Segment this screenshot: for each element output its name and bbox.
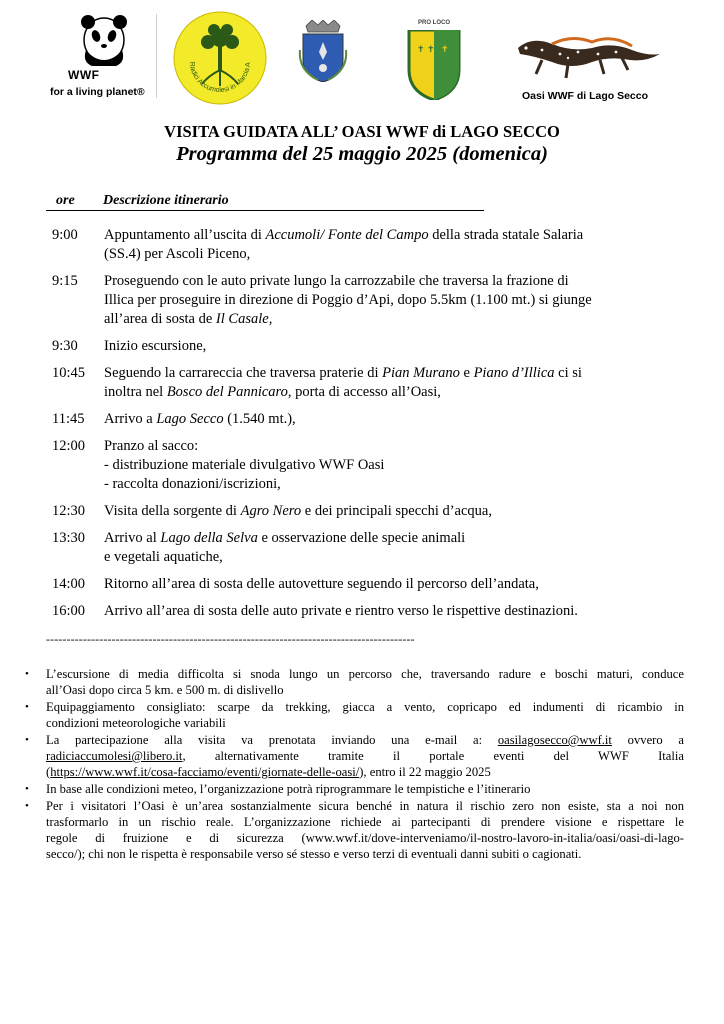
crest-icon — [298, 20, 348, 82]
description-line — [104, 291, 674, 310]
schedule-description — [104, 502, 674, 521]
text-run: Arrivo all’area di sosta delle auto private e rientro verso le rispettive destinazioni. — [104, 603, 578, 619]
description-line — [104, 245, 674, 264]
text-run: ovvero a — [611, 733, 684, 747]
note-line — [46, 699, 684, 715]
place-name: Il Casale — [215, 311, 269, 327]
bullet-icon: • — [25, 783, 29, 795]
text-run: e vegetali aquatiche, — [104, 549, 223, 565]
schedule-time: 11:45 — [52, 411, 85, 427]
description-line — [104, 502, 674, 521]
schedule-row — [0, 337, 724, 356]
schedule-description — [104, 437, 674, 494]
place-name: Bosco del Pannicaro — [166, 384, 288, 400]
separator-line: ------------------------------------------------------------------------------------------ — [46, 632, 415, 646]
note-line — [46, 830, 684, 846]
note-item — [0, 798, 724, 862]
note-line — [46, 682, 684, 698]
schedule-time: 9:30 — [52, 338, 78, 354]
header-descrizione: Descrizione itinerario — [103, 193, 229, 208]
text-run: inoltra nel — [104, 384, 167, 400]
text-run: - raccolta donazioni/iscrizioni, — [104, 476, 281, 492]
note-text — [46, 699, 684, 731]
description-line — [104, 437, 674, 456]
radici-seal-text: Radici Accumolesi in Marcia A — [187, 61, 253, 95]
schedule-row — [0, 410, 724, 429]
text-run: (1.540 mt.), — [223, 411, 296, 427]
wwf-wordmark: WWF — [68, 68, 100, 82]
text-run: La partecipazione alla visita va prenotata inviando una e-mail a: — [46, 733, 498, 747]
schedule-row — [0, 226, 724, 264]
schedule-description — [104, 337, 674, 356]
svg-text:✝: ✝ — [441, 44, 449, 54]
schedule-row — [0, 502, 724, 521]
text-run: Inizio escursione, — [104, 338, 207, 354]
text-run: Visita della sorgente di — [104, 503, 241, 519]
text-run: Appuntamento all’uscita di — [104, 227, 266, 243]
note-item — [0, 699, 724, 731]
schedule-time: 10:45 — [52, 365, 86, 381]
schedule-time: 14:00 — [52, 576, 86, 592]
header-logos — [0, 10, 724, 110]
note-item — [0, 666, 724, 698]
text-run: ( — [46, 765, 51, 779]
schedule-row — [0, 602, 724, 621]
proloco-label: PRO LOCO — [417, 20, 450, 26]
note-line — [46, 666, 684, 682]
bullet-icon: • — [25, 701, 29, 713]
text-run: Arrivo al — [104, 530, 161, 546]
schedule-row — [0, 529, 724, 567]
svg-text:✝ ✝: ✝ ✝ — [417, 44, 435, 54]
schedule-description — [104, 602, 674, 621]
schedule-row — [0, 437, 724, 494]
text-run: Arrivo a — [104, 411, 157, 427]
link-text[interactable]: https://www.wwf.it/cosa-facciamo/eventi/giornate-delle-oasi/ — [50, 765, 360, 779]
newt-caption: Oasi WWF di Lago Secco — [522, 90, 649, 102]
logo-divider — [156, 14, 157, 98]
text-run: condizioni meteorologiche variabili — [46, 716, 226, 730]
note-item — [0, 781, 724, 797]
description-line — [104, 575, 674, 594]
text-run: Per i visitatori l’Oasi è un’area sostanzialmente sicura benché in natura il rischio zero non esiste, sta a noi non — [46, 799, 684, 813]
note-line — [46, 764, 684, 780]
schedule-time: 9:15 — [52, 273, 78, 289]
radici-seal-logo — [172, 10, 268, 106]
shield-icon — [405, 30, 463, 100]
description-line — [104, 410, 674, 429]
schedule-description — [104, 364, 674, 402]
page-subtitle: Programma del 25 maggio 2025 (domenica) — [176, 143, 548, 165]
description-line — [104, 383, 674, 402]
text-run: , — [268, 311, 273, 327]
text-run: Seguendo la carrareccia che traversa praterie di — [104, 365, 383, 381]
note-line — [46, 781, 684, 797]
schedule-description — [104, 529, 674, 567]
text-run: Equipaggiamento consigliato: scarpe da trekking, giacca a vento, copricapo ed indumenti di ricambio in — [46, 700, 684, 714]
note-line — [46, 748, 684, 764]
bullet-icon: • — [25, 734, 29, 746]
place-name: Lago della Selva — [160, 530, 258, 546]
place-name: Lago Secco — [156, 411, 224, 427]
text-run: della strada statale Salaria — [428, 227, 584, 243]
description-line — [104, 548, 674, 567]
schedule-description — [104, 272, 674, 329]
note-line — [46, 814, 684, 830]
text-run: - distribuzione materiale divulgativo WWF Oasi — [104, 457, 385, 473]
schedule-row — [0, 364, 724, 402]
text-run: Ritorno all’area di sosta delle autovetture seguendo il percorso dell’andata, — [104, 576, 539, 592]
note-line — [46, 798, 684, 814]
place-name: Pian Murano — [382, 365, 460, 381]
text-run: regole di fruizione e di sicurezza (www.wwf.it/dove-interveniamo/il-nostro-lavoro-in-italia/oasi/oasi-di-lago- — [46, 831, 684, 845]
header-ore: ore — [56, 193, 75, 208]
note-text — [46, 798, 684, 862]
municipal-crest-logo — [298, 20, 348, 82]
tree-icon — [172, 10, 268, 106]
text-run: In base alle condizioni meteo, l’organizzazione potrà riprogrammare le tempistiche e l’itinerario — [46, 782, 531, 796]
schedule-description — [104, 575, 674, 594]
schedule-description — [104, 226, 674, 264]
schedule-row — [0, 575, 724, 594]
description-line — [104, 602, 674, 621]
schedule-row — [0, 272, 724, 329]
bullet-icon: • — [25, 800, 29, 812]
text-run: ), entro il 22 maggio 2025 — [359, 765, 491, 779]
place-name: Agro Nero — [240, 503, 302, 519]
text-run: L’escursione di media difficolta si snoda lungo un percorso che, traversando radure e boschi maturi, conduce — [46, 667, 684, 681]
proloco-logo — [405, 20, 463, 100]
note-item — [0, 732, 724, 780]
text-run: e — [459, 365, 474, 381]
description-line — [104, 529, 674, 548]
text-run: Illica per proseguire in direzione di Poggio d’Api, dopo 5.5km (1.100 mt.) si giunge — [104, 292, 592, 308]
newt-icon — [512, 26, 662, 86]
place-name: Piano d’Illica — [473, 365, 555, 381]
description-line — [104, 272, 674, 291]
note-text — [46, 732, 684, 780]
link-text[interactable]: oasilagosecco@wwf.it — [497, 733, 612, 747]
notes-list — [0, 666, 724, 863]
page-title: VISITA GUIDATA ALL’ OASI WWF di LAGO SECCO — [164, 122, 560, 141]
description-line — [104, 364, 674, 383]
schedule-time: 12:30 — [52, 503, 86, 519]
schedule-time: 13:30 — [52, 530, 86, 546]
text-run: ci si — [554, 365, 582, 381]
note-text — [46, 666, 684, 698]
place-name: Accumoli/ Fonte del Campo — [265, 227, 429, 243]
text-run: , porta di accesso all’Oasi, — [287, 384, 441, 400]
text-run: e osservazione delle specie animali — [257, 530, 466, 546]
text-run: (SS.4) per Ascoli Piceno, — [104, 246, 251, 262]
description-line — [104, 337, 674, 356]
description-line — [104, 310, 674, 329]
schedule-list — [0, 226, 724, 629]
note-text — [46, 781, 684, 797]
newt-logo — [512, 26, 662, 86]
text-run: all’Oasi dopo circa 5 km. e 500 m. di dislivello — [46, 683, 284, 697]
schedule-description — [104, 410, 674, 429]
schedule-time: 12:00 — [52, 438, 86, 454]
text-run: Proseguendo con le auto private lungo la carrozzabile che traversa la frazione di — [104, 273, 569, 289]
schedule-time: 9:00 — [52, 227, 78, 243]
text-run: secco/); chi non le rispetta è responsabile verso sé stesso e verso terzi di eventuali danni subiti o cagionati. — [46, 847, 582, 861]
note-line — [46, 846, 684, 862]
text-run: e dei principali specchi d’acqua, — [301, 503, 492, 519]
text-run: , alternativamente tramite il portale eventi del WWF Italia — [182, 749, 684, 763]
text-run: Pranzo al sacco: — [104, 438, 199, 454]
description-line — [104, 475, 674, 494]
wwf-tagline: for a living planet® — [50, 86, 145, 98]
schedule-header — [46, 193, 484, 211]
link-text[interactable]: radiciaccumolesi@libero.it — [46, 749, 183, 763]
wwf-logo — [48, 12, 158, 104]
schedule-time: 16:00 — [52, 603, 86, 619]
description-line — [104, 226, 674, 245]
description-line — [104, 456, 674, 475]
text-run: all’area di sosta de — [104, 311, 216, 327]
panda-icon — [64, 12, 144, 68]
note-line — [46, 715, 684, 731]
text-run: trasformarlo in un rischio reale. L’organizzazione richiede ai partecipanti di prendere visione e rispettare le — [46, 815, 684, 829]
bullet-icon: • — [25, 668, 29, 680]
note-line — [46, 732, 684, 748]
